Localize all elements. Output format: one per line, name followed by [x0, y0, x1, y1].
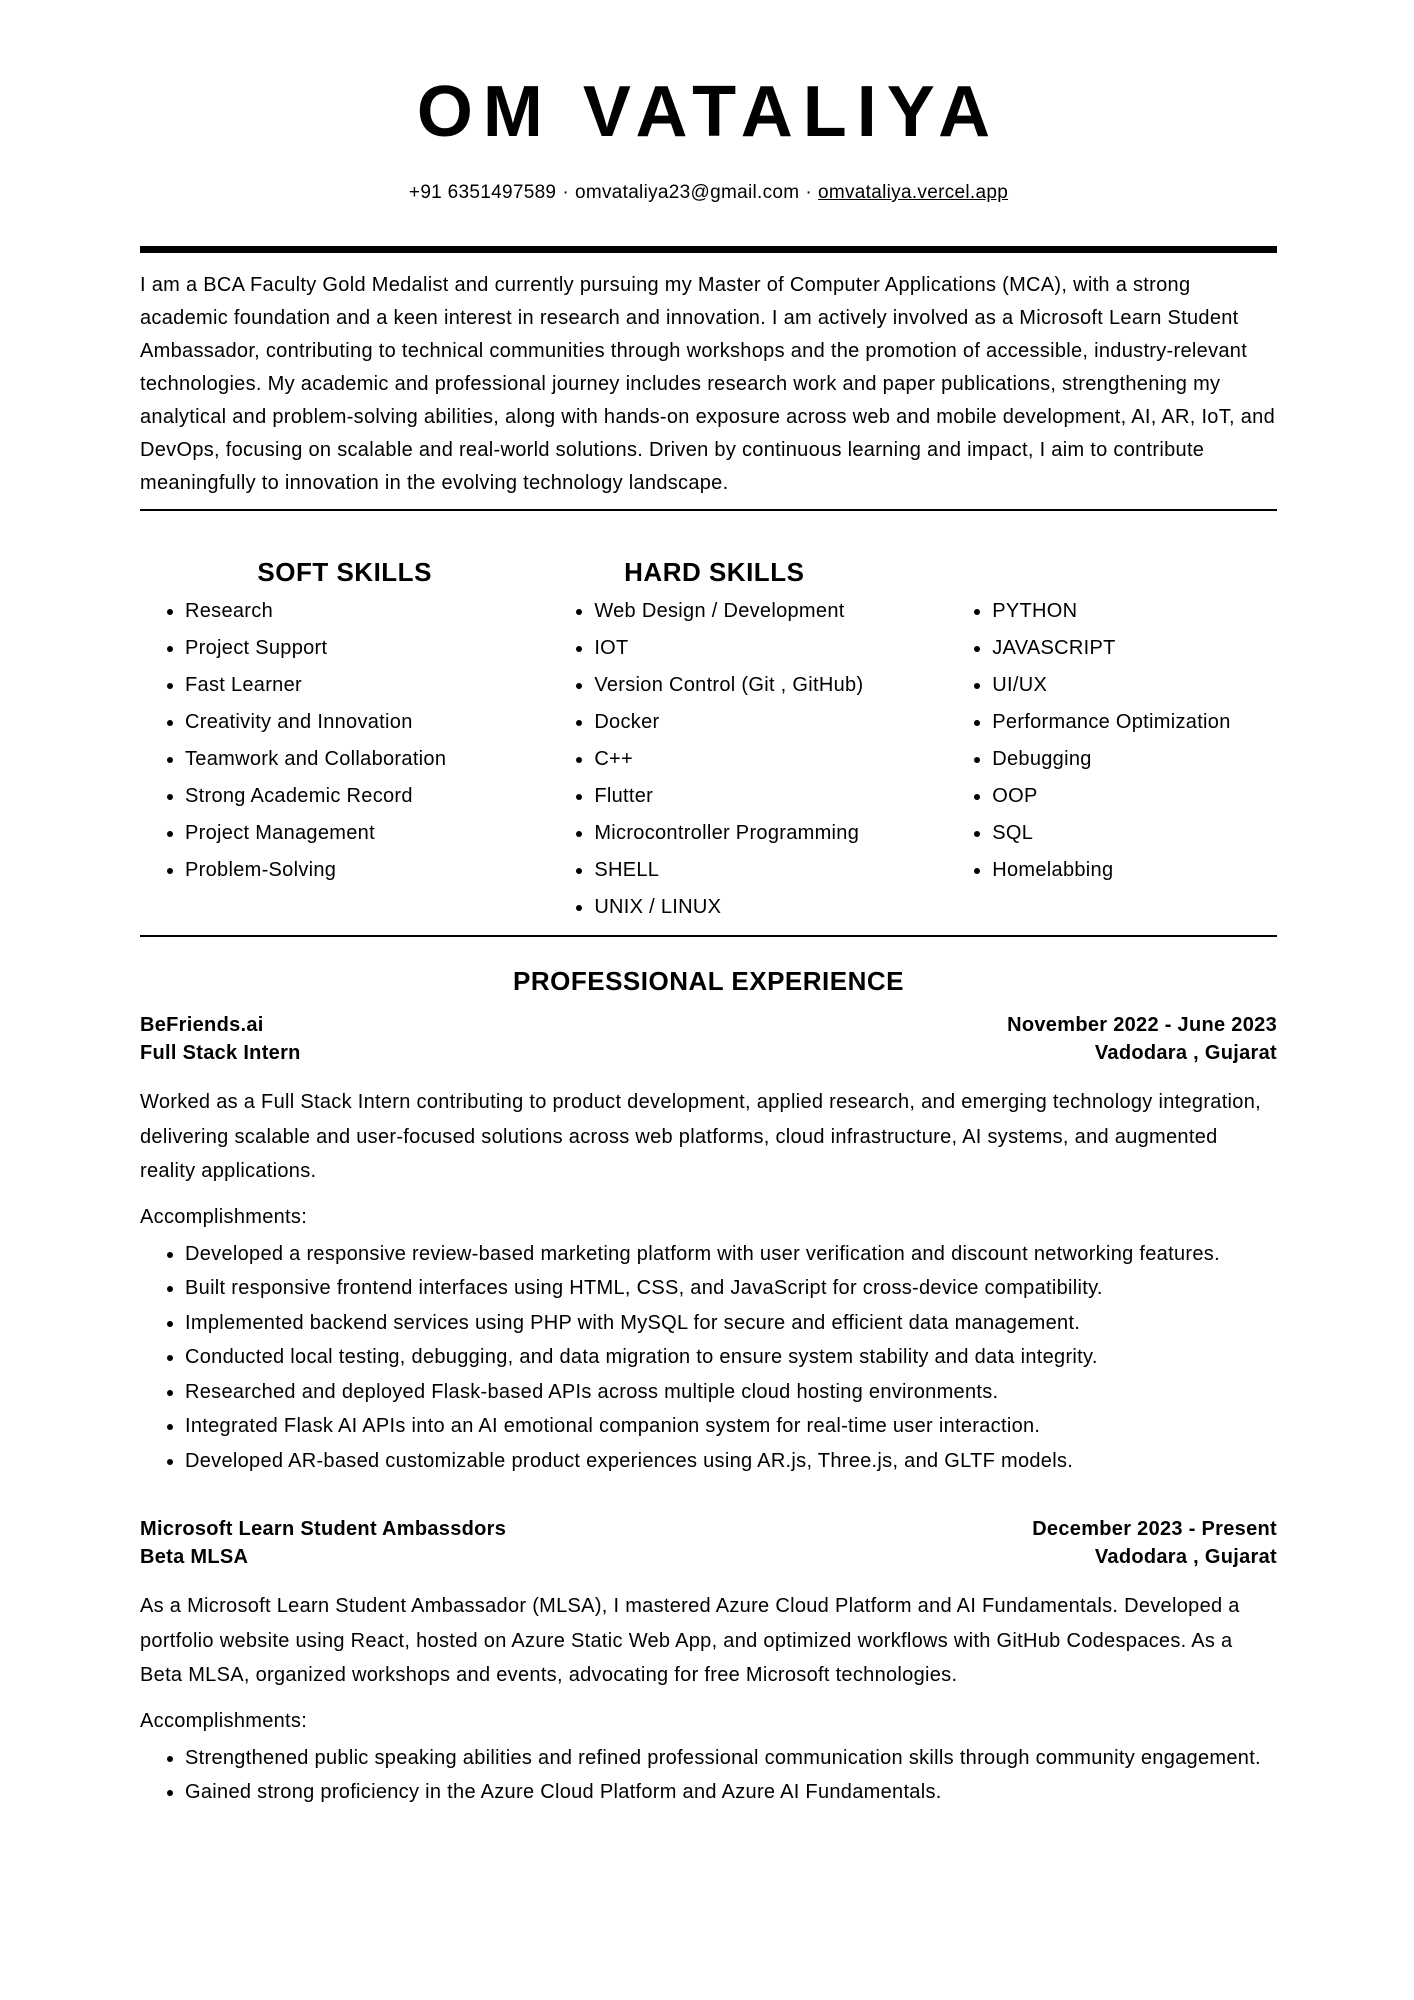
entry-header [140, 1515, 1277, 1571]
list-item: • PYTHON [992, 593, 1277, 630]
email-address: omvataliya23@gmail.com [574, 182, 800, 203]
list-item: • Implemented backend services using PHP with MySQL for secure and efficient data management. [185, 1306, 1277, 1341]
role-title: Full Stack Intern [140, 1042, 301, 1064]
accomplishments-label: Accomplishments: [140, 1709, 308, 1732]
entry-description: Worked as a Full Stack Intern contributing to product development, applied research, and emerging technology integration, delivering scalable and user-focused solutions across web platforms, cloud infrastructure, AI systems, and augmented reality applications. [140, 1091, 1262, 1182]
list-item: • Strengthened public speaking abilities and refined professional communication skills through community engagement. [185, 1741, 1277, 1776]
soft-skills-heading: SOFT SKILLS [257, 557, 432, 587]
experience-entry-mlsa [140, 1515, 1277, 1810]
list-item: • Researched and deployed Flask-based APIs across multiple cloud hosting environments. [185, 1375, 1277, 1410]
company-name: BeFriends.ai [140, 1014, 264, 1036]
list-item: • Built responsive frontend interfaces using HTML, CSS, and JavaScript for cross-device compatibility. [185, 1271, 1277, 1306]
list-item: • Strong Academic Record [185, 778, 549, 815]
list-item: • Microcontroller Programming [594, 815, 947, 852]
list-item: • Gained strong proficiency in the Azure Cloud Platform and Azure AI Fundamentals. [185, 1775, 1277, 1810]
accomplishments-label: Accomplishments: [140, 1205, 308, 1228]
contact-line [140, 180, 1277, 205]
company-name: Microsoft Learn Student Ambassdors [140, 1518, 507, 1540]
hard-skills-column-2 [947, 559, 1277, 926]
list-item: • Flutter [594, 778, 947, 815]
list-item: • Debugging [992, 741, 1277, 778]
list-item: • Version Control (Git , GitHub) [594, 667, 947, 704]
experience-entry-befriends [140, 1011, 1277, 1478]
summary-paragraph: I am a BCA Faculty Gold Medalist and currently pursuing my Master of Computer Applications (MCA), with a strong academic foundation and a keen interest in research and innovation. I am actively involved as a Microsoft Learn Student Ambassador, contributing to technical communities through workshops and the promotion of accessible, industry-relevant technologies. My academic and professional journey includes research work and paper publications, strengthening my analytical and problem-solving abilities, along with hands-on exposure across web and mobile development, AI, AR, IoT, and DevOps, focusing on scalable and real-world solutions. Driven by continuous learning and impact, I aim to contribute meaningfully to innovation in the evolving technology landscape. [140, 274, 1276, 494]
list-item: • Web Design / Development [594, 593, 947, 630]
list-item: • Project Management [185, 815, 549, 852]
list-item: • Teamwork and Collaboration [185, 741, 549, 778]
accomplishments-list [140, 1237, 1277, 1479]
list-item: • UNIX / LINUX [594, 889, 947, 926]
hard-skills-column-1 [549, 559, 947, 926]
list-item: • SQL [992, 815, 1277, 852]
divider-thin [140, 935, 1277, 937]
soft-skills-list [140, 593, 549, 889]
list-item: • JAVASCRIPT [992, 630, 1277, 667]
soft-skills-column [140, 559, 549, 926]
divider-thick [140, 246, 1277, 253]
list-item: • Conducted local testing, debugging, and data migration to ensure system stability and data integrity. [185, 1340, 1277, 1375]
list-item: • Docker [594, 704, 947, 741]
list-item: • Performance Optimization [992, 704, 1277, 741]
role-title: Beta MLSA [140, 1546, 249, 1568]
list-item: • Integrated Flask AI APIs into an AI emotional companion system for real-time user interaction. [185, 1409, 1277, 1444]
date-range: December 2023 - Present [1032, 1518, 1277, 1540]
list-item: • OOP [992, 778, 1277, 815]
list-item: • Project Support [185, 630, 549, 667]
list-item: • Homelabbing [992, 852, 1277, 889]
experience-heading: PROFESSIONAL EXPERIENCE [513, 966, 904, 996]
list-item: • C++ [594, 741, 947, 778]
entry-header-right [1032, 1515, 1277, 1571]
list-item: • UI/UX [992, 667, 1277, 704]
list-item: • IOT [594, 630, 947, 667]
list-item: • Developed AR-based customizable product experiences using AR.js, Three.js, and GLTF models. [185, 1444, 1277, 1479]
divider-thin [140, 509, 1277, 511]
entry-header [140, 1011, 1277, 1067]
entry-description: As a Microsoft Learn Student Ambassador (MLSA), I mastered Azure Cloud Platform and AI Fundamentals. Developed a portfolio website using React, hosted on Azure Static Web App, and optimized workflows with GitHub Codespaces. As a Beta MLSA, organized workshops and events, advocating for free Microsoft technologies. [140, 1595, 1240, 1686]
location: Vadodara , Gujarat [1094, 1042, 1277, 1064]
contact-separator: · [562, 182, 569, 203]
contact-separator: · [805, 182, 813, 203]
name-heading: OM VATALIYA [416, 72, 1001, 152]
entry-header-left [140, 1011, 301, 1067]
skills-section [140, 559, 1277, 926]
list-item: • Problem-Solving [185, 852, 549, 889]
list-item: • Developed a responsive review-based marketing platform with user verification and discount networking features. [185, 1237, 1277, 1272]
list-item: • Research [185, 593, 549, 630]
list-item: • Creativity and Innovation [185, 704, 549, 741]
list-item: • SHELL [594, 852, 947, 889]
website-link[interactable]: omvataliya.vercel.app [818, 182, 1009, 203]
accomplishments-list [140, 1741, 1277, 1810]
date-range: November 2022 - June 2023 [1007, 1014, 1277, 1036]
entry-header-left [140, 1515, 506, 1571]
phone-number: +91 6351497589 [408, 182, 557, 203]
hard-skills-list-1 [549, 593, 947, 926]
entry-header-right [1007, 1011, 1277, 1067]
hard-skills-heading: HARD SKILLS [624, 557, 805, 587]
location: Vadodara , Gujarat [1094, 1546, 1277, 1568]
hard-skills-list-2 [947, 593, 1277, 889]
list-item: • Fast Learner [185, 667, 549, 704]
